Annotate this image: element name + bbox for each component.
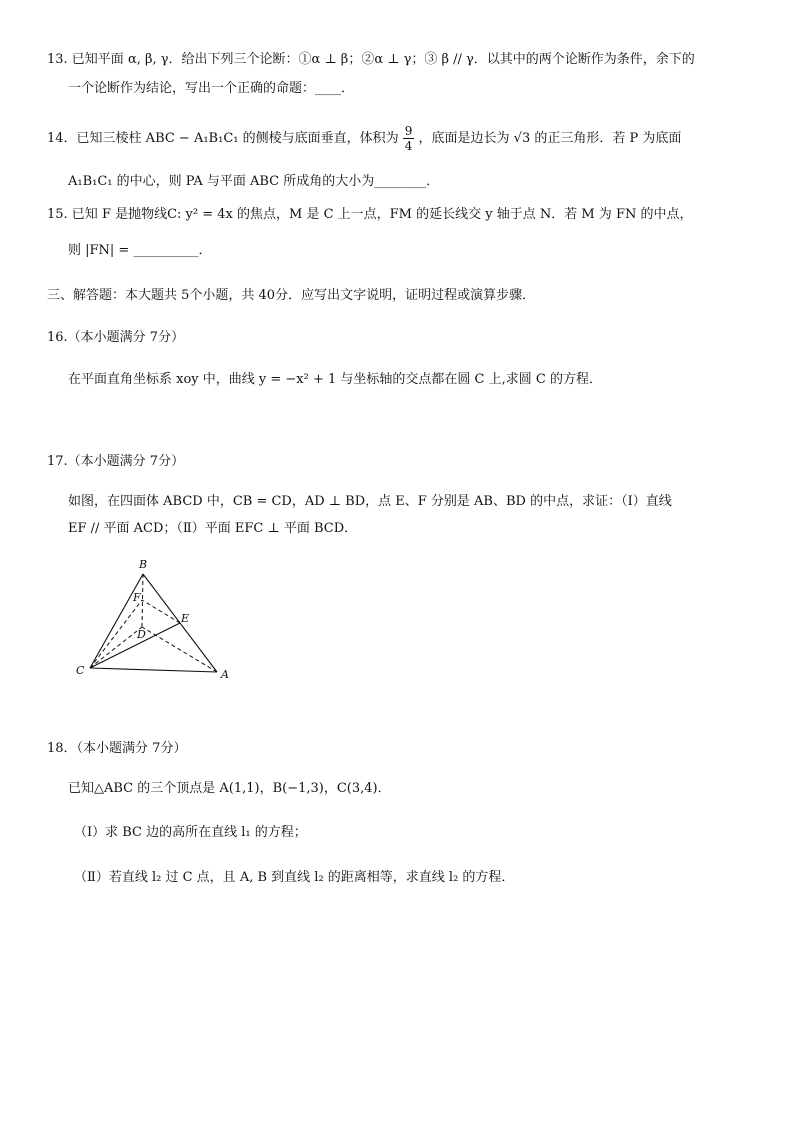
q17-body1: 如图，在四面体 ABCD 中，CB = CD，AD ⊥ BD，点 E、F 分别是 AB、BD 的中点，求证：（Ⅰ）直线 xyxy=(68,494,672,509)
edge-CD xyxy=(90,627,142,668)
q18-header: 18．（本小题满分 7分） xyxy=(47,741,187,756)
q13-line1: 13. 已知平面 α, β, γ．给出下列三个论断：①α ⊥ β；②α ⊥ γ；③ β // γ．以其中的两个论断作为条件，余下的 xyxy=(47,52,695,67)
q14-line1-b: ，底面是边长为 √3 的正三角形．若 P 为底面 xyxy=(418,131,682,146)
label-A: A xyxy=(221,668,229,681)
q18-part1: （Ⅰ）求 BC 边的高所在直线 l₁ 的方程； xyxy=(74,825,307,840)
segment-CF xyxy=(90,600,142,668)
q16-body: 在平面直角坐标系 xoy 中，曲线 y = −x² + 1 与坐标轴的交点都在圆 C 上,求圆 C 的方程． xyxy=(68,372,602,387)
label-F: F xyxy=(133,591,141,604)
q17-body2: EF // 平面 ACD；（Ⅱ）平面 EFC ⊥ 平面 BCD． xyxy=(68,521,358,536)
q14-line2: A₁B₁C₁ 的中心，则 PA 与平面 ABC 所成角的大小为________． xyxy=(68,174,440,189)
q13-line2: 一个论断作为结论，写出一个正确的命题：____． xyxy=(68,81,355,96)
q14-line1 xyxy=(47,122,681,156)
edge-AD xyxy=(142,627,217,672)
edge-BC xyxy=(90,574,143,668)
label-E: E xyxy=(181,612,190,625)
q14-frac-num: 9 xyxy=(404,124,413,138)
q14-frac-den: 4 xyxy=(404,139,413,153)
segment-CE xyxy=(90,623,180,668)
q18-part2: （Ⅱ）若直线 l₂ 过 C 点，且 A, B 到直线 l₂ 的距离相等，求直线 l₂ 的方程． xyxy=(74,870,515,885)
label-C: C xyxy=(76,664,85,677)
section-3-heading: 三、解答题：本大题共 5个小题，共 40分．应写出文字说明，证明过程或演算步骤． xyxy=(47,288,536,303)
q14-fraction xyxy=(403,124,415,153)
label-D: D xyxy=(137,628,146,641)
edge-CA xyxy=(90,668,217,672)
q18-body: 已知△ABC 的三个顶点是 A(1,1)，B(−1,3)，C(3,4)． xyxy=(68,781,391,796)
q15-line2: 则 |FN| = __________． xyxy=(68,243,212,258)
q16-header: 16.（本小题满分 7分） xyxy=(47,330,185,345)
q14-line1-a: 14．已知三棱柱 ABC − A₁B₁C₁ 的侧棱与底面垂直，体积为 xyxy=(47,131,399,146)
segment-EF xyxy=(142,600,180,623)
label-B: B xyxy=(139,558,148,571)
q15-line1: 15. 已知 F 是抛物线C: y² = 4x 的焦点，M 是 C 上一点，FM 的延长线交 y 轴于点 N．若 M 为 FN 的中点， xyxy=(47,207,693,222)
tetrahedron-figure xyxy=(70,556,240,686)
q17-header: 17.（本小题满分 7分） xyxy=(47,454,185,469)
